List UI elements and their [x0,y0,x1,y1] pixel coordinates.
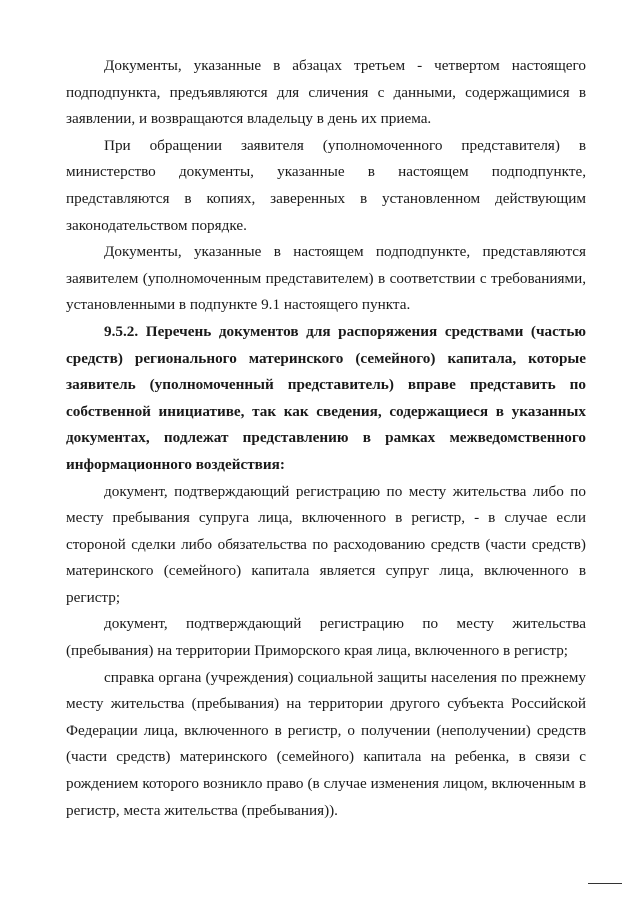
paragraph-documents-returned: Документы, указанные в абзацах третьем - четвертом настоящего подподпункта, предъявляются для сличения с данными, содержащимися в заявлении, и возвращаются владельцу в день их приема. [66,57,586,128]
list-item-primorsky-registration: документ, подтверждающий регистрацию по месту жительства (пребывания) на территории Приморского края лица, включенного в регистр; [66,615,586,660]
section-heading-9-5-2: 9.5.2. Перечень документов для распоряжения средствами (частью средств) регионального материнского (семейного) капитала, которые заявитель (уполномоченный представитель) вправе представить по собственной инициативе, так как сведения, содержащиеся в указанных документах, подлежат представлению в рамках межведомственного информационного воздействия: [66,322,586,473]
list-item-spouse-registration: документ, подтверждающий регистрацию по месту жительства либо по месту пребывания супруга лица, включенного в регистр, - в случае если стороной сделки либо обязательства по расходованию средств (части средств) материнского (семейного) капитала является супруг лица, включенного в регистр; [66,482,586,606]
list-item-social-protection-certificate: справка органа (учреждения) социальной защиты населения по прежнему месту жительства (пребывания) на территории другого субъекта Российской Федерации лица, включенного в регистр, о получении (неполучении) средств (части средств) материнского (семейного) капитала на ребенка, в связи с рождением которого возникло право (в случае изменения лицом, включенным в регистр, места жительства (пребывания)). [66,668,586,819]
paragraph-copies-certified: При обращении заявителя (уполномоченного представителя) в министерство документы, указанные в настоящем подподпункте, представляются в копиях, заверенных в установленном действующим законодательством порядке. [66,136,586,234]
paragraph-requirements-9-1: Документы, указанные в настоящем подподпункте, представляются заявителем (уполномоченным представителем) в соответствии с требованиями, установленными в подпункте 9.1 настоящего пункта. [66,243,586,314]
document-page [66,53,586,824]
footer-divider [588,883,622,884]
